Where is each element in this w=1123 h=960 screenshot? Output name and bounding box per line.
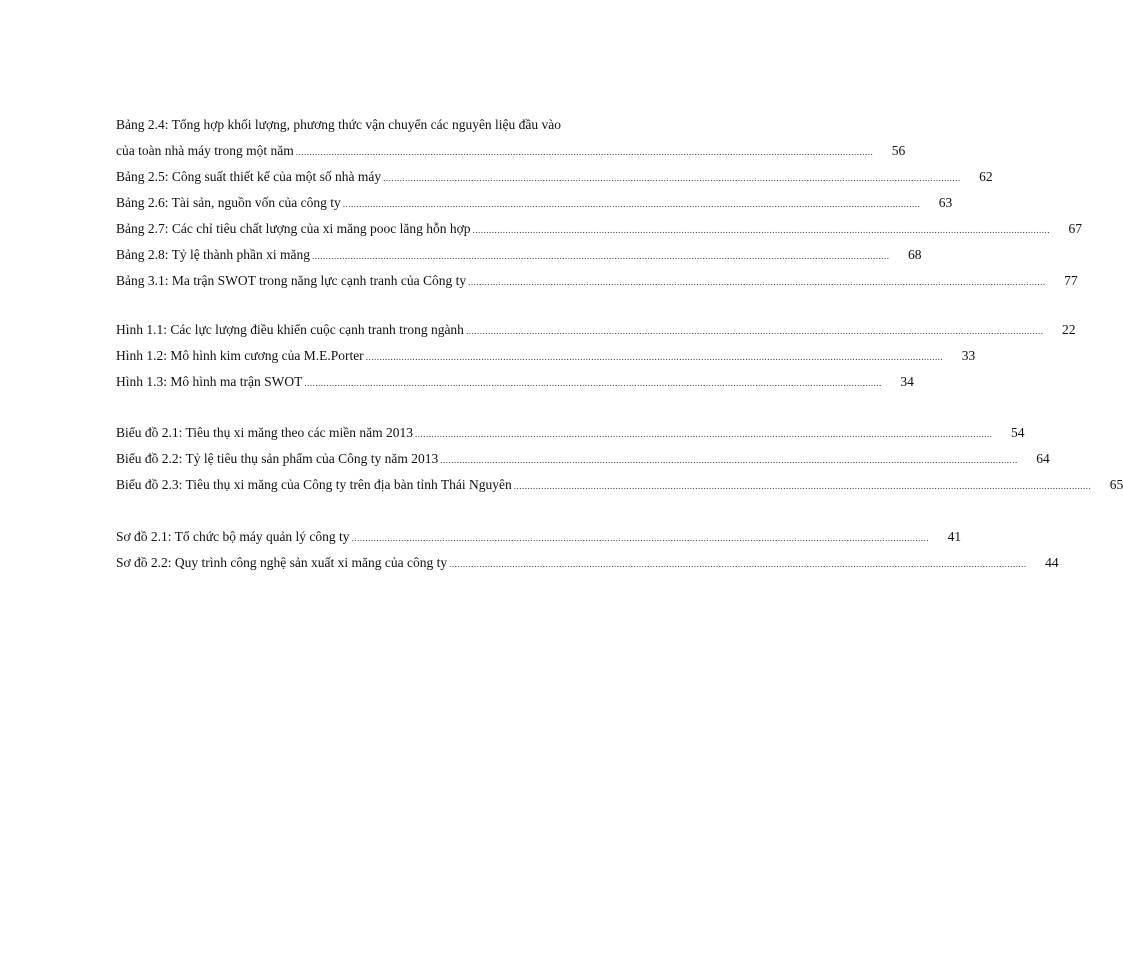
toc-entry-table bbox=[116, 190, 953, 216]
toc-page-number: 68 bbox=[907, 247, 922, 262]
toc-entry-label: Hình 1.3: Mô hình ma trận SWOT bbox=[116, 374, 303, 389]
toc-page-number: 64 bbox=[1036, 451, 1050, 466]
toc-entry-diagram bbox=[116, 524, 962, 550]
toc-entry-label: của toàn nhà máy trong một năm bbox=[116, 143, 294, 158]
toc-page-number: 44 bbox=[1045, 555, 1059, 570]
dot-leader bbox=[366, 344, 944, 370]
toc-entry-table bbox=[116, 268, 1078, 294]
dot-leader bbox=[304, 370, 882, 396]
toc-page-number: 63 bbox=[938, 195, 953, 210]
toc-entry-label: Bảng 2.4: Tổng hợp khối lượng, phương thức vận chuyển các nguyên liệu đầu vào bbox=[116, 117, 562, 132]
toc-entry-figure bbox=[116, 343, 976, 369]
toc-page-number: 54 bbox=[1010, 425, 1025, 440]
dot-leader bbox=[296, 139, 874, 165]
dot-leader bbox=[466, 318, 1044, 344]
toc-page-number: 33 bbox=[961, 348, 976, 363]
toc-page-number: 41 bbox=[947, 529, 962, 544]
toc-entry-label: Bảng 2.6: Tài sản, nguồn vốn của công ty bbox=[116, 195, 341, 210]
diagram-list bbox=[116, 524, 1059, 576]
toc-entry-label: Bảng 2.5: Công suất thiết kế của một số nhà máy bbox=[116, 169, 382, 184]
toc-entry-table-2-4-line1 bbox=[116, 112, 636, 138]
toc-entry-label: Sơ đồ 2.1: Tổ chức bộ máy quản lý công ty bbox=[116, 529, 350, 544]
chart-list bbox=[116, 420, 1123, 498]
toc-page-number: 67 bbox=[1068, 221, 1083, 236]
toc-entry-chart bbox=[116, 472, 1123, 498]
figure-list bbox=[116, 317, 1076, 395]
toc-entry-chart bbox=[116, 420, 1025, 446]
toc-entry-diagram bbox=[116, 550, 1059, 576]
toc-page-number: 34 bbox=[900, 374, 914, 389]
toc-entry-label: Bảng 2.8: Tỷ lệ thành phần xi măng bbox=[116, 247, 310, 262]
toc-page-number: 62 bbox=[979, 169, 993, 184]
toc-entry-label: Bảng 2.7: Các chỉ tiêu chất lượng của xi măng pooc lăng hỗn hợp bbox=[116, 221, 471, 236]
toc-page-number: 77 bbox=[1064, 273, 1078, 288]
toc-entry-label: Biểu đồ 2.3: Tiêu thụ xi măng của Công ty trên địa bàn tỉnh Thái Nguyên bbox=[116, 477, 512, 492]
dot-leader bbox=[514, 473, 1092, 499]
dot-leader bbox=[473, 217, 1051, 243]
toc-entry-label: Sơ đồ 2.2: Quy trình công nghệ sản xuất xi măng của công ty bbox=[116, 555, 448, 570]
toc-entry-chart bbox=[116, 446, 1050, 472]
toc-page-number: 65 bbox=[1109, 477, 1123, 492]
toc-entry-table bbox=[116, 242, 922, 268]
dot-leader bbox=[449, 551, 1027, 577]
toc-entry-table bbox=[116, 216, 1083, 242]
toc-page-number: 22 bbox=[1061, 322, 1076, 337]
dot-leader bbox=[352, 525, 930, 551]
toc-entry-label: Bảng 3.1: Ma trận SWOT trong năng lực cạnh tranh của Công ty bbox=[116, 273, 467, 288]
toc-entry-label: Biểu đồ 2.1: Tiêu thụ xi măng theo các miền năm 2013 bbox=[116, 425, 413, 440]
table-list bbox=[116, 112, 1083, 294]
dot-leader bbox=[312, 243, 890, 269]
toc-entry-label: Hình 1.1: Các lực lượng điều khiển cuộc cạnh tranh trong ngành bbox=[116, 322, 464, 337]
dot-leader bbox=[343, 191, 921, 217]
dot-leader bbox=[415, 421, 993, 447]
toc-entry-label: Hình 1.2: Mô hình kim cương của M.E.Porter bbox=[116, 348, 364, 363]
toc-entry-figure bbox=[116, 369, 914, 395]
dot-leader bbox=[468, 269, 1046, 295]
dot-leader bbox=[383, 165, 961, 191]
toc-page-number: 56 bbox=[891, 143, 906, 158]
toc-entry-figure bbox=[116, 317, 1076, 343]
dot-leader bbox=[440, 447, 1018, 473]
toc-entry-label: Biểu đồ 2.2: Tỷ lệ tiêu thụ sản phẩm của Công ty năm 2013 bbox=[116, 451, 439, 466]
toc-entry-table bbox=[116, 164, 993, 190]
toc-entry-table-2-4-line2 bbox=[116, 138, 906, 164]
